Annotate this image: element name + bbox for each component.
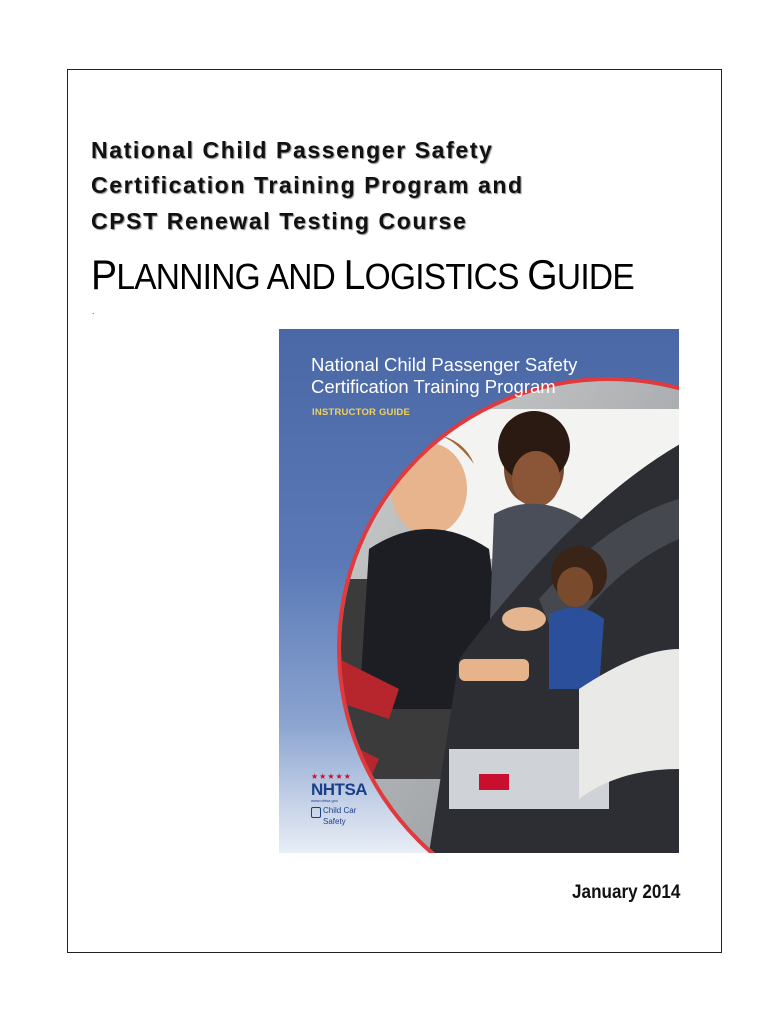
ccs-line-1: Child Car (323, 806, 357, 815)
subtitle-line-3: CPST Renewal Testing Course (91, 208, 468, 234)
instructor-guide-badge: INSTRUCTOR GUIDE (312, 407, 411, 418)
nhtsa-stars-icon: ★★★★★ (311, 772, 352, 781)
title-part-1: P (91, 251, 117, 298)
car-seat-icon (311, 807, 321, 818)
cover-title-line-1: National Child Passenger Safety (311, 354, 578, 375)
subtitle-line-2: Certification Training Program and (91, 172, 524, 198)
title-part-6: UIDE (556, 256, 634, 297)
ccs-line-2: Safety (323, 817, 346, 826)
publication-date: January 2014 (571, 882, 680, 903)
title-part-5: G (527, 251, 557, 298)
cover-image (279, 329, 679, 853)
nhtsa-url: www.nhtsa.gov (311, 798, 338, 803)
small-mark: . (92, 306, 95, 316)
title-part-2: LANNING AND (116, 256, 344, 297)
nhtsa-wordmark: NHTSA (311, 780, 368, 799)
nhtsa-logo (311, 772, 371, 803)
title-part-4: OGISTICS (364, 256, 528, 297)
child-car-safety-logo (311, 807, 356, 826)
subtitle-line-1: National Child Passenger Safety (91, 137, 494, 163)
cover-title-line-2: Certification Training Program (311, 376, 556, 397)
title-part-3: L (343, 251, 365, 298)
document-title (91, 251, 634, 299)
